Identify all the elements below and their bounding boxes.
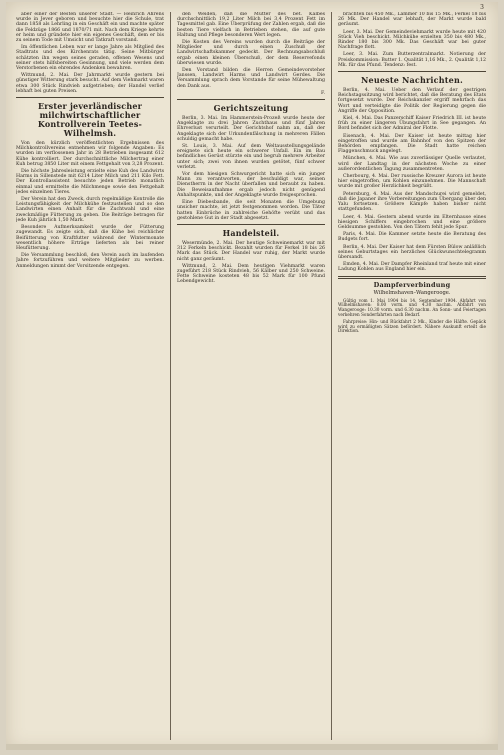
article-paragraph: Die höchste Jahresleistung erzielte eine Kuh des Landwirts Harms in Sillenstede mit 6214 Liter Milch und 211 Kilo Fett. Der Kontrollassistent besuchte jeden Betrieb monatlich einmal und ermittelte die Milchmenge sowie den Fettgehalt jedes einzelnen Tieres. xyxy=(16,169,164,195)
article-paragraph: Eine Diebesbande, die seit Monaten die Umgebung unsicher machte, ist jetzt festgenommen worden. Die Täter hatten Einbrüche in zahlreiche Gehöfte verübt und das gestohlene Gut in der Stadt abgesetzt. xyxy=(177,200,325,221)
article-paragraph: Wesermünde, 2. Mai. Der heutige Schweinemarkt war mit 312 Ferkeln beschickt. Bezahlt wurden für Ferkel 18 bis 26 Mark das Stück. Der Handel war ruhig, der Markt wurde nicht ganz geräumt. xyxy=(177,240,325,262)
divider xyxy=(16,97,164,98)
column-1 xyxy=(16,12,164,742)
divider xyxy=(338,71,486,72)
section-subheading: Wilhelmshaven–Wangerooge. xyxy=(373,289,451,296)
section-heading: Handelsteil. xyxy=(222,227,280,238)
author-signature: F. xyxy=(320,90,325,96)
article-paragraph: Kiel, 4. Mai. Das Panzerschiff Kaiser Friedrich III. ist heute früh zu einer längeren Übungsfahrt in See gegangen. An Bord befindet sich der Admiral der Flotte. xyxy=(338,116,486,132)
column-rule xyxy=(170,12,171,740)
article-paragraph: aber einer der Besten unserer Stadt. — Heinrich Ahrens wurde in Jever geboren und besuchte hier die Schule, trat dann 1858 als Lehrling in ein Geschäft ein und machte später die Feldzüge 1866 und 1870/71 mit. Nach dem Kriege kehrte er heim und gründete hier ein eigenes Geschäft, dem er bis zu seinem Tode mit Umsicht und Tatkraft vorstand. xyxy=(16,12,164,44)
divider xyxy=(177,99,325,100)
article-paragraph: Von den kürzlich veröffentlichten Ergebnissen des Milchkontrollvereins entnehmen wir folgende Angaben: Es wurden im verflossenen Jahr in 28 Betrieben insgesamt 612 Kühe kontrolliert. Der durchschnittliche Milchertrag einer Kuh betrug 3850 Liter mit einem Fettgehalt von 3,28 Prozent. xyxy=(16,141,164,167)
column-rule xyxy=(331,12,332,740)
column-2 xyxy=(177,12,325,742)
article-paragraph: Leer, 4. Mai. Gestern abend wurde im Elternhause eines hiesigen Schiffers eingebrochen und eine größere Geldsumme gestohlen. Von den Tätern fehlt jede Spur. xyxy=(338,214,486,230)
article-paragraph: Petersburg, 4. Mai. Aus der Mandschurei wird gemeldet, daß die Japaner ihre Vorbereitungen zum Übergang über den Yalu fortsetzen. Größere Kämpfe haben bisher nicht stattgefunden. xyxy=(338,191,486,213)
article-paragraph: Den Vorstand bilden die Herren Gemeindevorsteher Janssen, Landwirt Harms und Landwirt Gerdes. Die Versammlung sprach dem Vorstande für seine Mühewaltung den Dank aus. xyxy=(177,68,325,89)
article-paragraph: St. Louis, 3. Mai. Auf dem Weltausstellungsgelände ereignete sich heute ein schwerer Unfall. Ein im Bau befindliches Gerüst stürzte ein und begrub mehrere Arbeiter unter sich; zwei von ihnen wurden getötet, fünf schwer verletzt. xyxy=(177,144,325,170)
article-paragraph: brachten bis 450 Mk., Lämmer 10 bis 15 Mk., Ferkel 18 bis 26 Mk. Der Handel war lebhaft, der Markt wurde bald geräumt. xyxy=(338,12,486,28)
article-paragraph: Cherbourg, 4. Mai. Der russische Kreuzer Aurora ist heute hier eingetroffen, um Kohlen einzunehmen. Die Mannschaft wurde mit großer Herzlichkeit begrüßt. xyxy=(338,174,486,190)
article-paragraph: Die Kosten des Vereins wurden durch die Beiträge der Mitglieder und durch einen Zuschuß der Landwirtschaftskammer gedeckt. Der Rechnungsabschluß ergab einen kleinen Überschuß, der dem Reservefonds überwiesen wurde. xyxy=(177,40,325,66)
divider xyxy=(338,276,486,279)
article-paragraph: Berlin, 3. Mai. Im Hammerstein-Prozeß wurde heute der Angeklagte zu drei Jahren Zuchthaus und fünf Jahren Ehrverlust verurteilt. Der Gerichtshof nahm an, daß der Angeklagte sich der Urkundenfälschung in mehreren Fällen schuldig gemacht habe. xyxy=(177,116,325,142)
page-number: 3 xyxy=(480,4,484,11)
article-paragraph: München, 4. Mai. Wie aus zuverlässiger Quelle verlautet, wird der Landtag in der nächsten Woche zu einer außerordentlichen Tagung zusammentreten. xyxy=(338,156,486,172)
article-paragraph: Eisenach, 4. Mai. Der Kaiser ist heute mittag hier eingetroffen und wurde am Bahnhof von den Spitzen der Behörden empfangen. Die Stadt hatte reichen Flaggenschmuck angelegt. xyxy=(338,133,486,155)
section-heading: Neueste Nachrichten. xyxy=(361,75,463,86)
article-paragraph: Berlin, 4. Mai. Ueber den Verlauf der gestrigen Reichstagssitzung wird berichtet, daß die Beratung des Etats fortgesetzt wurde. Der Reichskanzler ergriff mehrfach das Wort und verteidigte die Politik der Regierung gegen die Angriffe der Opposition. xyxy=(338,88,486,114)
article-paragraph: Im öffentlichen Leben war er lange Jahre als Mitglied des Stadtrats und des Kirchenrats tätig. Seine Mitbürger schätzten ihn wegen seines geraden, offenen Wesens und seiner stets hilfsbereiten Gesinnung, und viele werden dem Verstorbenen ein ehrendes Andenken bewahren. xyxy=(16,45,164,72)
article-paragraph: Berlin, 4. Mai. Der Kaiser hat dem Fürsten Bülow anläßlich seines Geburtstages ein herzliches Glückwunschtelegramm übersandt. xyxy=(338,244,486,260)
section-heading: Dampferverbindung xyxy=(373,280,451,289)
article-paragraph: Leer, 3. Mai. Zum Butterzentralmarkt. Notierung der Preiskommission: Butter 1. Qualität 1,16 Mk., 2. Qualität 1,12 Mk. für das Pfund. Tendenz: fest. xyxy=(338,52,486,68)
article-paragraph: Vor dem hiesigen Schwurgericht hatte sich ein junger Mann zu verantworten, der beschuldigt war, seinen Dienstherrn in der Nacht überfallen und beraubt zu haben. Die Beweisaufnahme ergab jedoch nicht genügend Anhaltspunkte, und der Angeklagte wurde freigesprochen. xyxy=(177,172,325,198)
article-paragraph: Wittmund, 2. Mai. Dem heutigen Viehmarkt waren zugeführt 218 Stück Rindvieh, 56 Kälber und 250 Schweine. Fette Schweine kosteten 48 bis 52 Mark für 100 Pfund Lebendgewicht. xyxy=(177,263,325,285)
column-3 xyxy=(338,12,486,742)
article-paragraph: Leer, 3. Mai. Der Gemeindeviehmarkt wurde heute mit 420 Stück Vieh beschickt. Milchkühe erzielten 350 bis 480 Mk., Rinder 180 bis 300 Mk. Das Geschäft war bei guter Nachfrage flott. xyxy=(338,29,486,51)
section-heading: Gerichtszeitung xyxy=(213,103,289,114)
schedule-paragraph: Gültig vom 1. Mai 1904 bis 14. September 1904. Abfahrt von Wilhelmshaven: 8.00 vorm. und 4.30 nachm. Abfahrt von Wangerooge: 10.30 vorm. und 6.30 nachm. An Sonn- und Feiertagen verkehren Sonderfahrten nach Bedarf. xyxy=(338,297,486,317)
article-paragraph: Emden, 4. Mai. Der Dampfer Rheinland traf heute mit einer Ladung Kohlen aus England hier ein. xyxy=(338,262,486,273)
article-paragraph: den Weiden, daß die Mutter des bet. Kalbes durchschnittlich 19,2 Liter Milch bei 3,4 Prozent Fett im Tagesmittel gab. Eine Überprüfung der Zahlen ergab, daß die besten Tiere vielfach in Betrieben stehen, die auf gute Haltung und Pflege besonderen Wert legen. xyxy=(177,12,325,38)
article-paragraph: Der Verein hat den Zweck, durch regelmäßige Kontrolle die Leistungsfähigkeit der Milchkühe festzustellen und so den Landwirten einen Anhalt für die Zuchtwahl und eine zweckmäßige Fütterung zu geben. Die Beiträge betragen für jede Kuh jährlich 1,50 Mark. xyxy=(16,197,164,223)
schedule-paragraph: Fahrpreise: Hin- und Rückfahrt 2 Mk., Kinder die Hälfte. Gepäck wird zu ermäßigten Sätzen befördert. Nähere Auskunft erteilt die Direktion. xyxy=(338,318,486,334)
scan-edge xyxy=(6,744,498,750)
article-paragraph: Die Versammlung beschloß, den Verein auch im laufenden Jahre fortzuführen und weitere Mitglieder zu werben. Anmeldungen nimmt der Vorsitzende entgegen. xyxy=(16,253,164,269)
newspaper-page xyxy=(6,2,498,750)
article-paragraph: Wittmund, 2. Mai. Der Jahrmarkt wurde gestern bei günstiger Witterung stark besucht. Auf dem Viehmarkt waren etwa 300 Stück Rindvieh aufgetrieben; der Handel verlief lebhaft bei guten Preisen. xyxy=(16,73,164,94)
article-paragraph: Paris, 4. Mai. Die Kammer setzte heute die Beratung des Budgets fort. xyxy=(338,232,486,243)
article-paragraph: Besondere Aufmerksamkeit wurde der Fütterung zugewandt. Es zeigte sich, daß die Kühe bei reichlicher Beifütterung von Kraftfutter während der Wintermonate wesentlich höhere Erträge lieferten als bei reiner Heufütterung. xyxy=(16,225,164,251)
divider xyxy=(177,224,325,225)
section-heading: Erster jeverländischer milchwirtschaftlicher Kontrollverein Teetes-Wilhelmsh. xyxy=(37,101,143,139)
